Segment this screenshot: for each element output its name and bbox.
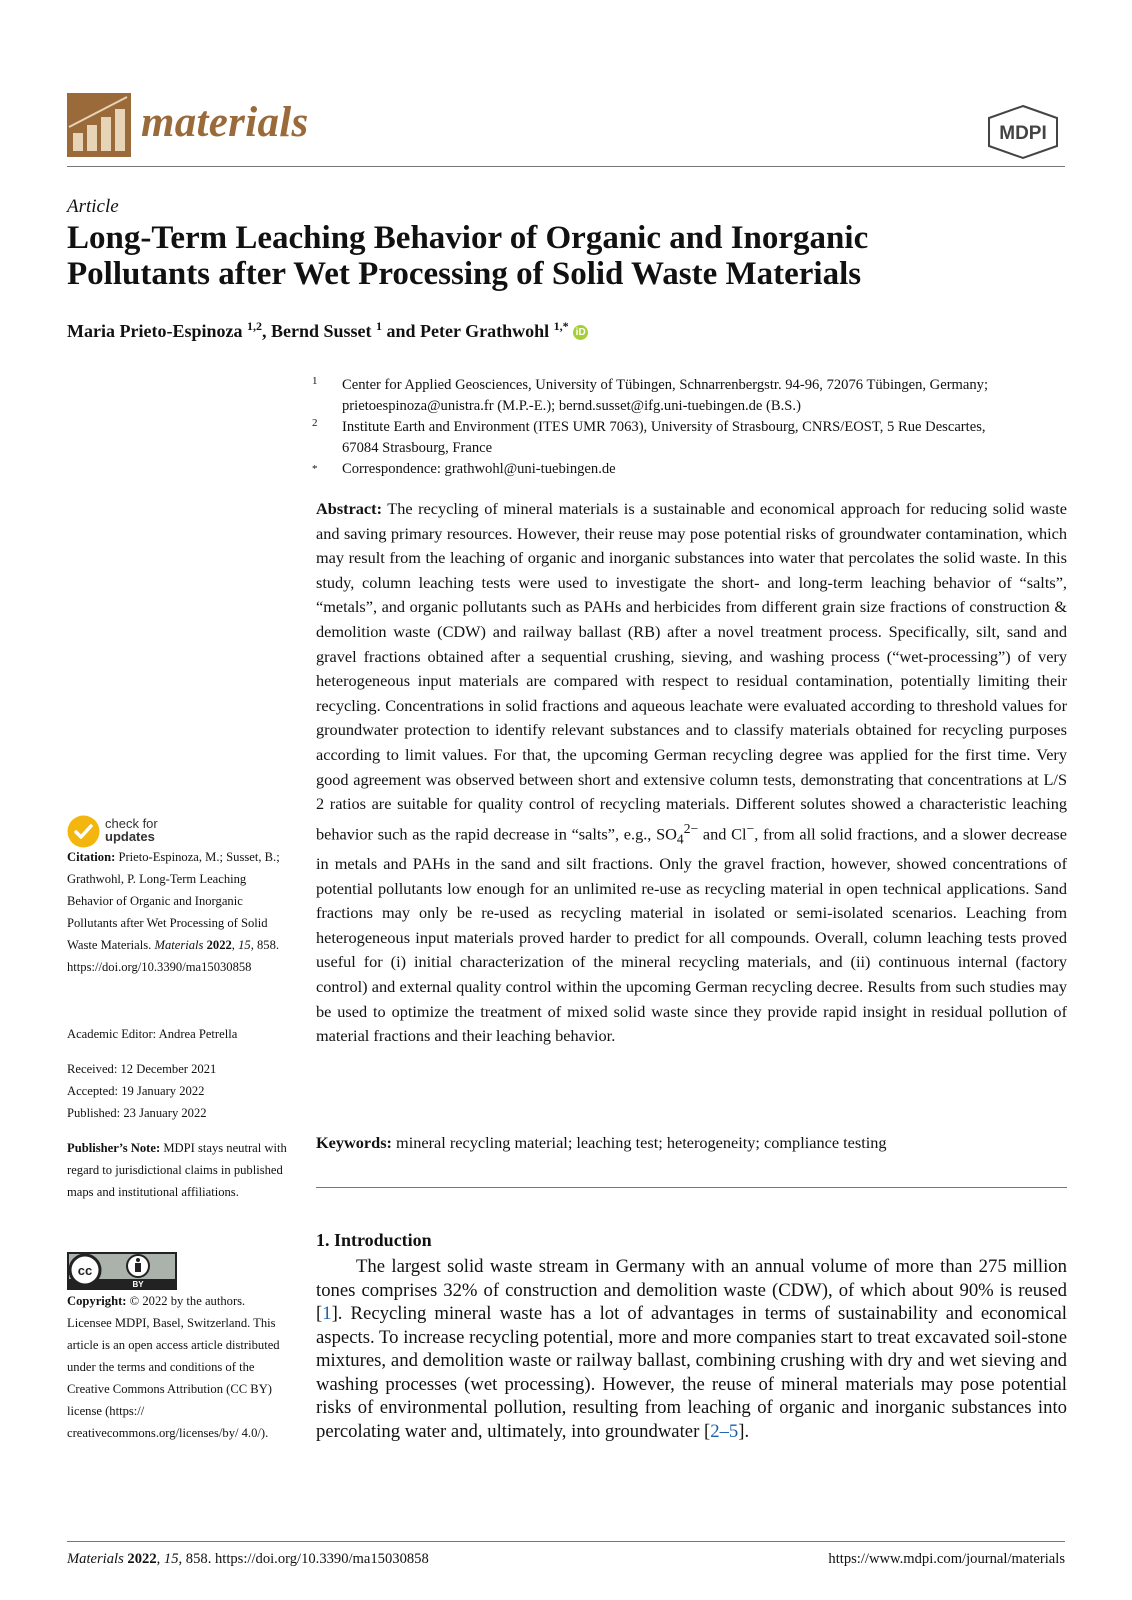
journal-logo — [67, 93, 131, 157]
paper-title — [67, 220, 1067, 292]
title-line-1: Long-Term Leaching Behavior of Organic and Inorganic — [67, 220, 869, 256]
copyright: Copyright: © 2022 by the authors. Licensee MDPI, Basel, Switzerland. This article is an open access article distributed under the terms and conditions of the Creative Commons Attribution (CC BY) license (https:// creativecommons.org/licenses/by/ 4.0/). — [67, 1294, 280, 1440]
correspondence: * Correspondence: grathwohl@uni-tuebingen.de — [312, 461, 616, 477]
footer-citation: Materials 2022, 15, 858. https://doi.org/10.3390/ma15030858 — [67, 1551, 429, 1567]
publishers-note: Publisher’s Note: MDPI stays neutral with regard to jurisdictional claims in published maps and institutional affiliations. — [67, 1141, 287, 1199]
intro-paragraph: The largest solid waste stream in Germany with an annual volume of more than 275 million tones comprises 32% of construction and demolition waste (CDW), of which about 90% is reused [1]. Recycling mineral waste has a lot of advantages in terms of sustainability and economical aspects. To increase recycling potential, more and more companies start to treat excavated soil-stone mixtures, and demolition waste or railway ballast, combining crushing with dry and wet sieving and washing processes (wet processing). However, the reuse of mineral materials may pose potential risks of environmental pollution, resulting from leaching of organic and inorganic substances into percolating water and, ultimately, into groundwater [2–5]. — [316, 1256, 1067, 1442]
mdpi-logo — [985, 104, 1061, 160]
header-rule — [67, 166, 1065, 167]
affiliation-1: 1 Center for Applied Geosciences, University of Tübingen, Schnarrenbergstr. 94-96, 72076 Tübingen, Germany; prietoespinoza@unistra.fr (M.P.-E.); bernd.susset@ifg.uni-tuebingen.de (B.S.) — [312, 375, 989, 414]
published-date: Published: 23 January 2022 — [67, 1106, 207, 1120]
orcid-icon[interactable]: iD — [573, 325, 588, 340]
author-list: Maria Prieto-Espinoza $^{1,2}$, Bernd Susset $^1$ and Peter Grathwohl $^{1,*}$ iD — [67, 319, 588, 342]
footer-rule — [67, 1541, 1065, 1542]
cc-by-license-icon[interactable] — [67, 1252, 177, 1290]
reference-link[interactable]: 2 — [710, 1420, 720, 1442]
keywords-label: Keywords: — [316, 1133, 392, 1152]
reference-link[interactable]: 1 — [322, 1303, 332, 1324]
author-3-affil: 1,* — [553, 319, 569, 333]
reference-link[interactable]: 5 — [728, 1420, 739, 1442]
author-1-affil: 1,2 — [246, 319, 262, 333]
academic-editor: Academic Editor: Andrea Petrella — [67, 1027, 238, 1041]
svg-text:MDPI: MDPI — [999, 123, 1047, 144]
author-2: Bernd Susset — [270, 321, 372, 341]
svg-text:BY: BY — [132, 1280, 144, 1289]
check-for-updates-icon[interactable] — [67, 815, 100, 848]
dates — [67, 1058, 289, 1124]
section-rule — [316, 1187, 1067, 1188]
footer-journal-url[interactable]: https://www.mdpi.com/journal/materials — [828, 1551, 1065, 1567]
check-for-updates-button[interactable]: check for updates — [105, 816, 158, 844]
affiliation-2: 2 Institute Earth and Environment (ITES UMR 7063), University of Strasbourg, CNRS/EOST, 5 Rue Descartes, 67084 Strasbourg, France — [312, 417, 986, 456]
abstract-label: Abstract: — [316, 499, 383, 518]
journal-name: materials — [141, 99, 309, 146]
abstract: Abstract: The recycling of mineral materials is a sustainable and economical approach for reducing solid waste and saving primary resources. However, their reuse may pose potential risks of groundwater contamination, which may result from the leaching of organic and inorganic substances into water that percolates the solid waste. In this study, column leaching tests were used to investigate the short- and long-term leaching behavior of “salts”, “metals”, and organic pollutants such as PAHs and herbicides from different grain size fractions of construction & demolition waste (CDW) and railway ballast (RB) after a novel treatment process. Specifically, silt, sand and gravel fractions obtained after a sequential crushing, sieving, and washing process (“wet-processing”) of very heterogeneous input materials are compared with respect to residual contamination, potentially limiting their recycling. Concentrations in solid fractions and aqueous leachate were evaluated according to threshold values for groundwater protection to identify relevant substances and to classify materials obtained for recycling purposes according to limit values. For that, the upcoming German recycling degree was applied for the first time. Very good agreement was observed between short and extensive column tests, demonstrating that concentrations at L/S 2 ratios are suitable for quality control of recycling materials. Different solutes showed a characteristic leaching behavior such as the rapid decrease in “salts”, e.g., $SO_4^{2-}$ and Cl−, from all solid fractions, and a slower decrease in metals and PAHs in the sand and silt fractions. Only the gravel fraction, however, showed concentrations of potential pollutants low enough for an unlimited re-use as recycling material in open technical applications. Sand fractions may only be re-used as recycling material in isolated or semi-isolated scenarios. Leaching from heterogeneous input materials proved harder to predict for all compounds. Overall, column leaching tests proved useful for (i) initial characterization of the mineral recycling materials, and (ii) continuous internal (factory control) and external quality control within the upcoming German recycling decree. Results from such studies may be used to optimize the treatment of mixed solid waste since they provide rapid insight in residual pollution of material fractions and their leaching behavior. — [316, 499, 1067, 1046]
author-1: Maria Prieto-Espinoza — [67, 321, 243, 341]
keywords: Keywords: mineral recycling material; leaching test; heterogeneity; compliance testing — [316, 1133, 887, 1152]
article-type: Article — [67, 196, 119, 217]
citation: Citation: Prieto-Espinoza, M.; Susset, B.; Grathwohl, P. Long-Term Leaching Behavior of Organic and Inorganic Pollutants after Wet Processing of Solid Waste Materials. Materials 2022, 15, 858. https://doi.org/10.3390/ma15030858 — [67, 850, 280, 974]
author-2-affil: 1 — [376, 319, 382, 333]
svg-text:cc: cc — [77, 1263, 93, 1278]
title-line-2: Pollutants after Wet Processing of Solid Waste Materials — [67, 256, 862, 292]
section-heading: 1. Introduction — [316, 1230, 432, 1250]
accepted-date: Accepted: 19 January 2022 — [67, 1084, 205, 1098]
received-date: Received: 12 December 2021 — [67, 1062, 217, 1076]
author-3: Peter Grathwohl — [420, 321, 550, 341]
